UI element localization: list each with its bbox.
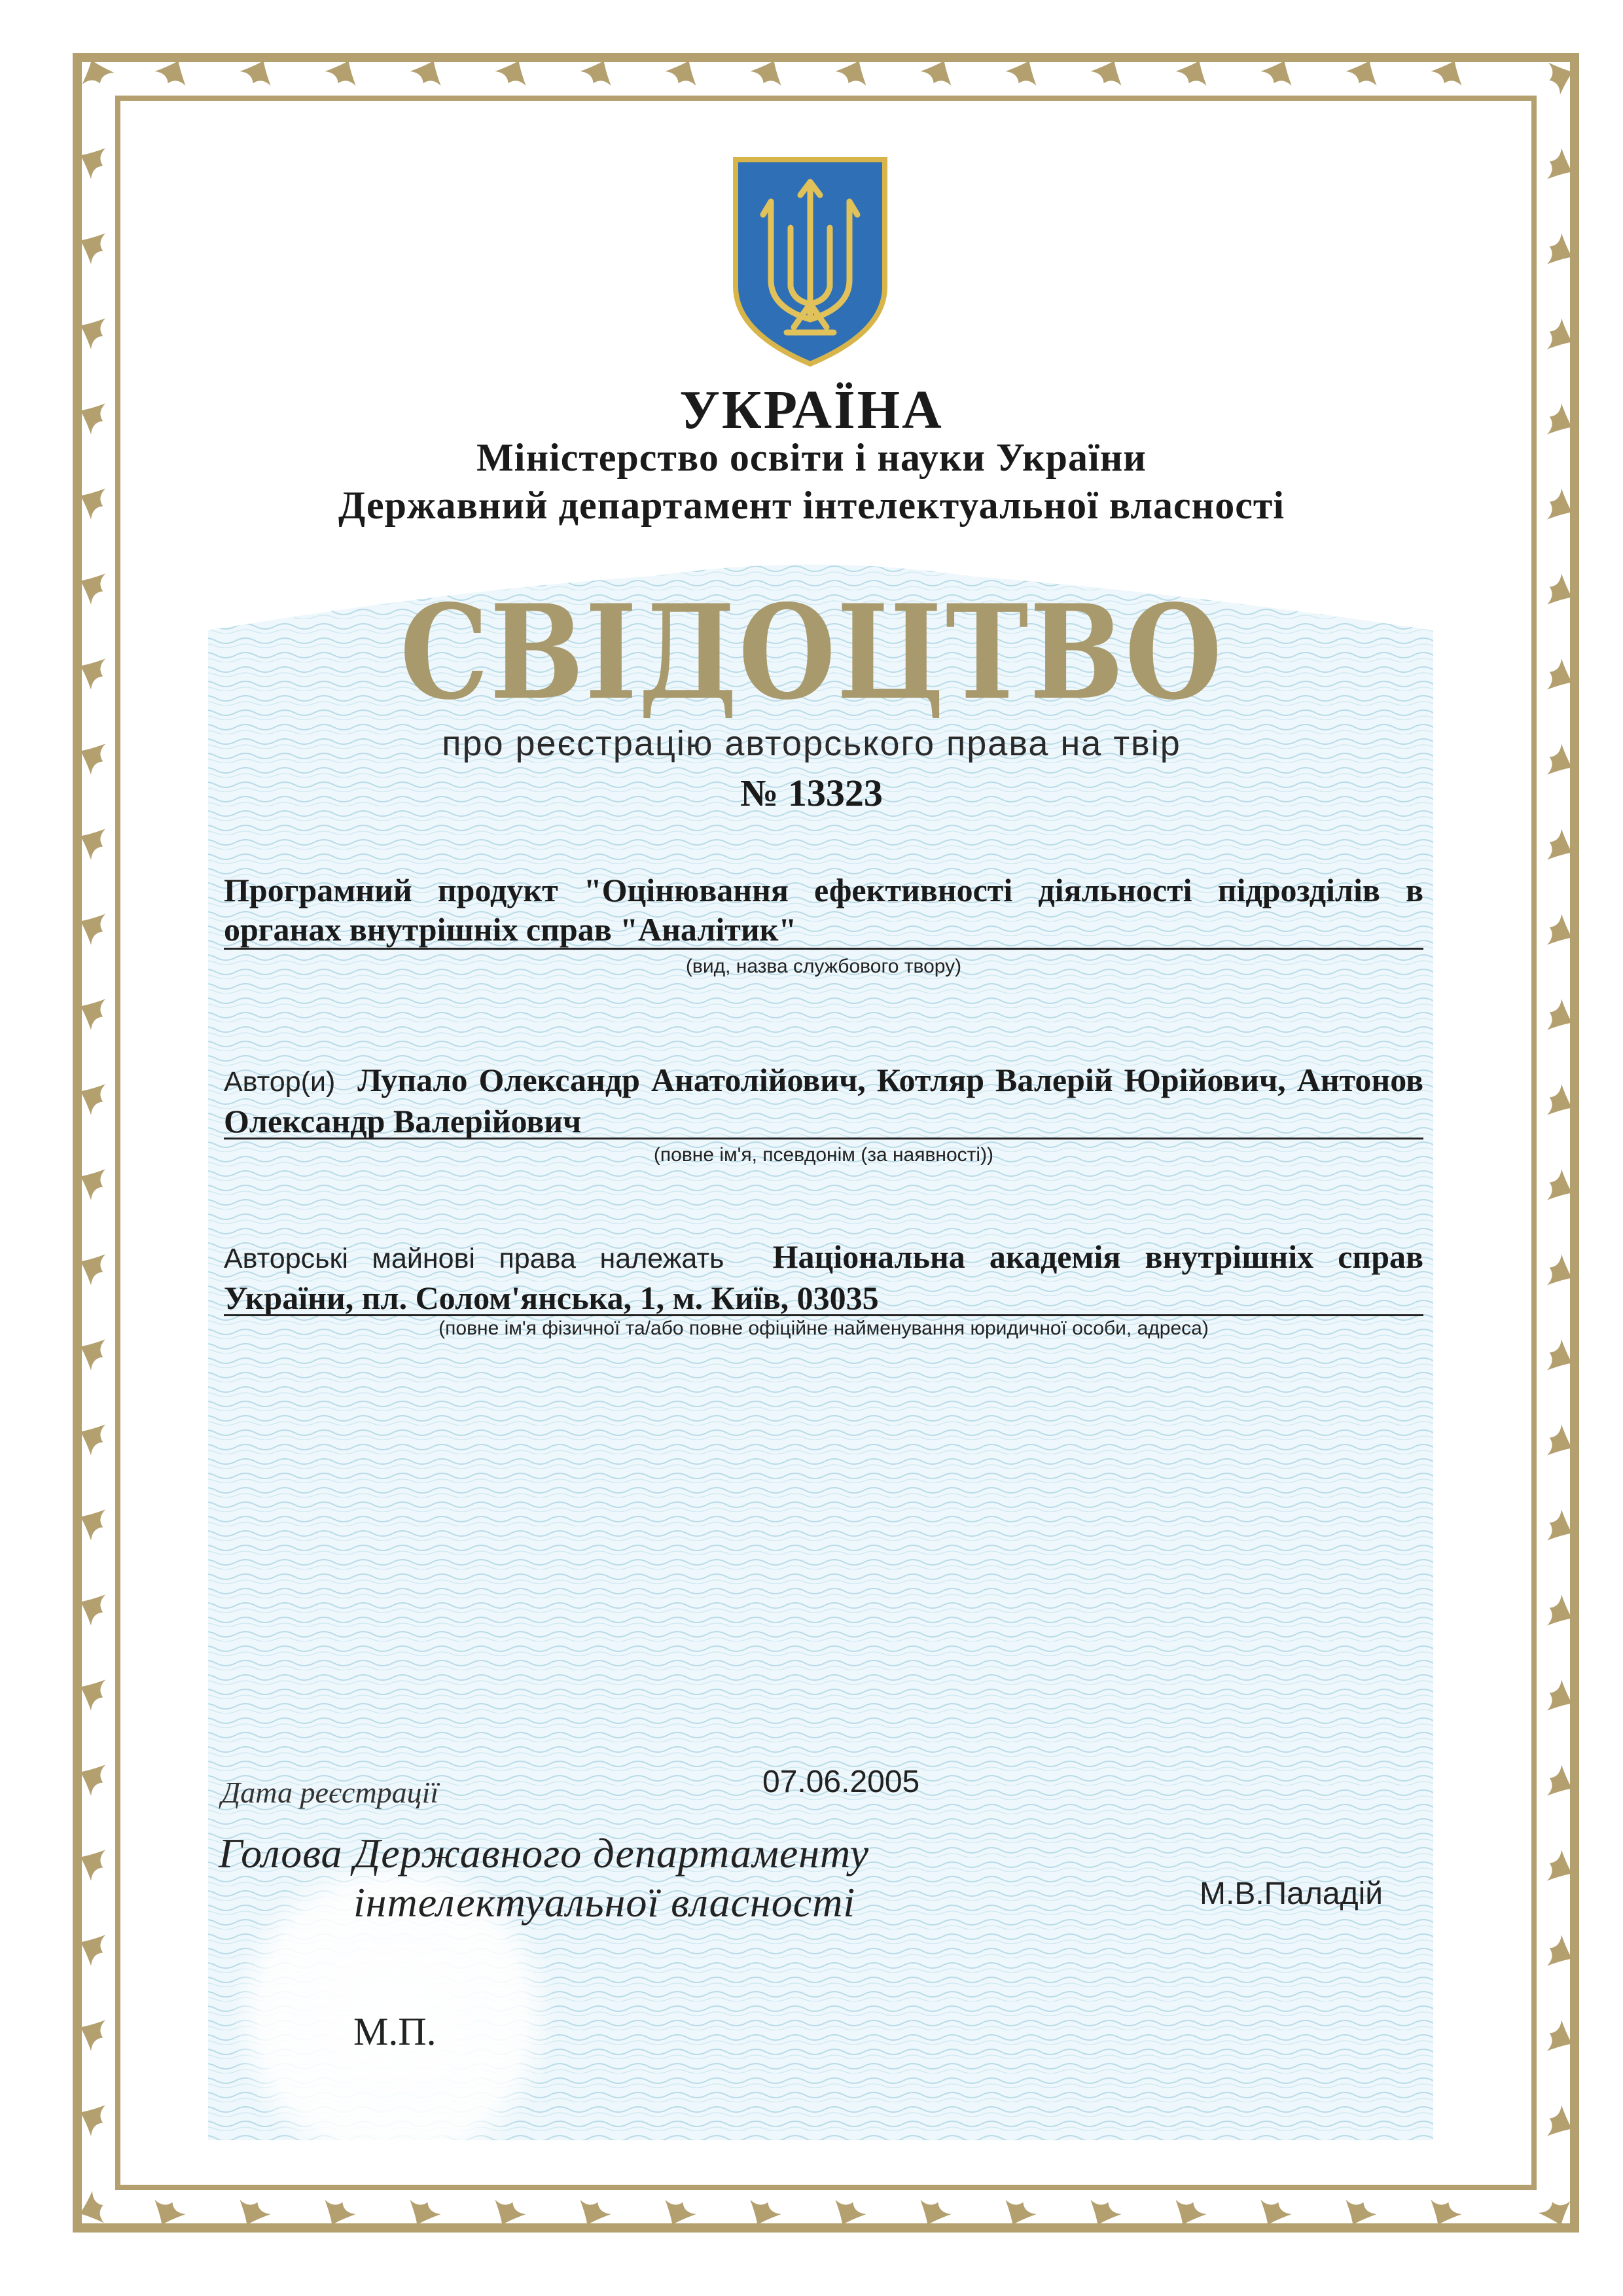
registration-date-label: Дата реєстрації — [221, 1776, 439, 1809]
rights-field — [224, 1237, 1423, 1318]
country-heading: УКРАЇНА — [679, 380, 944, 440]
work-underline — [224, 948, 1423, 950]
registration-date-value: 07.06.2005 — [762, 1765, 920, 1799]
signatory-title-line2: інтелектуальної власності — [353, 1879, 856, 1926]
rights-label: Авторські майнові права належать — [224, 1243, 724, 1274]
signatory-title-line1: Голова Державного департаменту — [219, 1830, 869, 1876]
rights-caption: (повне ім'я фізичної та/або повне офіційне найменування юридичної особи, адреса) — [438, 1318, 1209, 1339]
signatory-name: М.В.Паладій — [1200, 1876, 1383, 1911]
ukraine-coat-of-arms-icon — [732, 156, 889, 368]
authors-label: Автор(и) — [224, 1066, 336, 1098]
ministry-name: Міністерство освіти і науки України — [476, 436, 1147, 479]
authors-field — [224, 1060, 1423, 1141]
certificate-subtitle: про реєстрацію авторського права на твір — [442, 724, 1181, 763]
authors-caption: (повне ім'я, псевдонім (за наявності)) — [653, 1144, 994, 1166]
rights-value: Національна академія внутрішніх справ України, пл. Солом'янська, 1, м. Київ, 03035 — [224, 1238, 1424, 1316]
authors-underline — [224, 1138, 1423, 1139]
department-name: Державний департамент інтелектуальної власності — [338, 484, 1285, 527]
certificate-title: СВІДОЦТВО — [400, 576, 1223, 728]
authors-value: Лупало Олександр Анатолійович, Котляр Валерій Юрійович, Антонов Олександр Валерійович — [224, 1062, 1423, 1139]
rights-underline — [224, 1314, 1423, 1316]
work-title: Програмний продукт "Оцінювання ефективності діяльності підрозділів в органах внутрішніх справ "Аналітик" — [224, 872, 1423, 948]
work-caption: (вид, назва службового твору) — [685, 956, 962, 977]
stamp-place-label: М.П. — [353, 2010, 437, 2053]
certificate-number: № 13323 — [740, 772, 883, 814]
